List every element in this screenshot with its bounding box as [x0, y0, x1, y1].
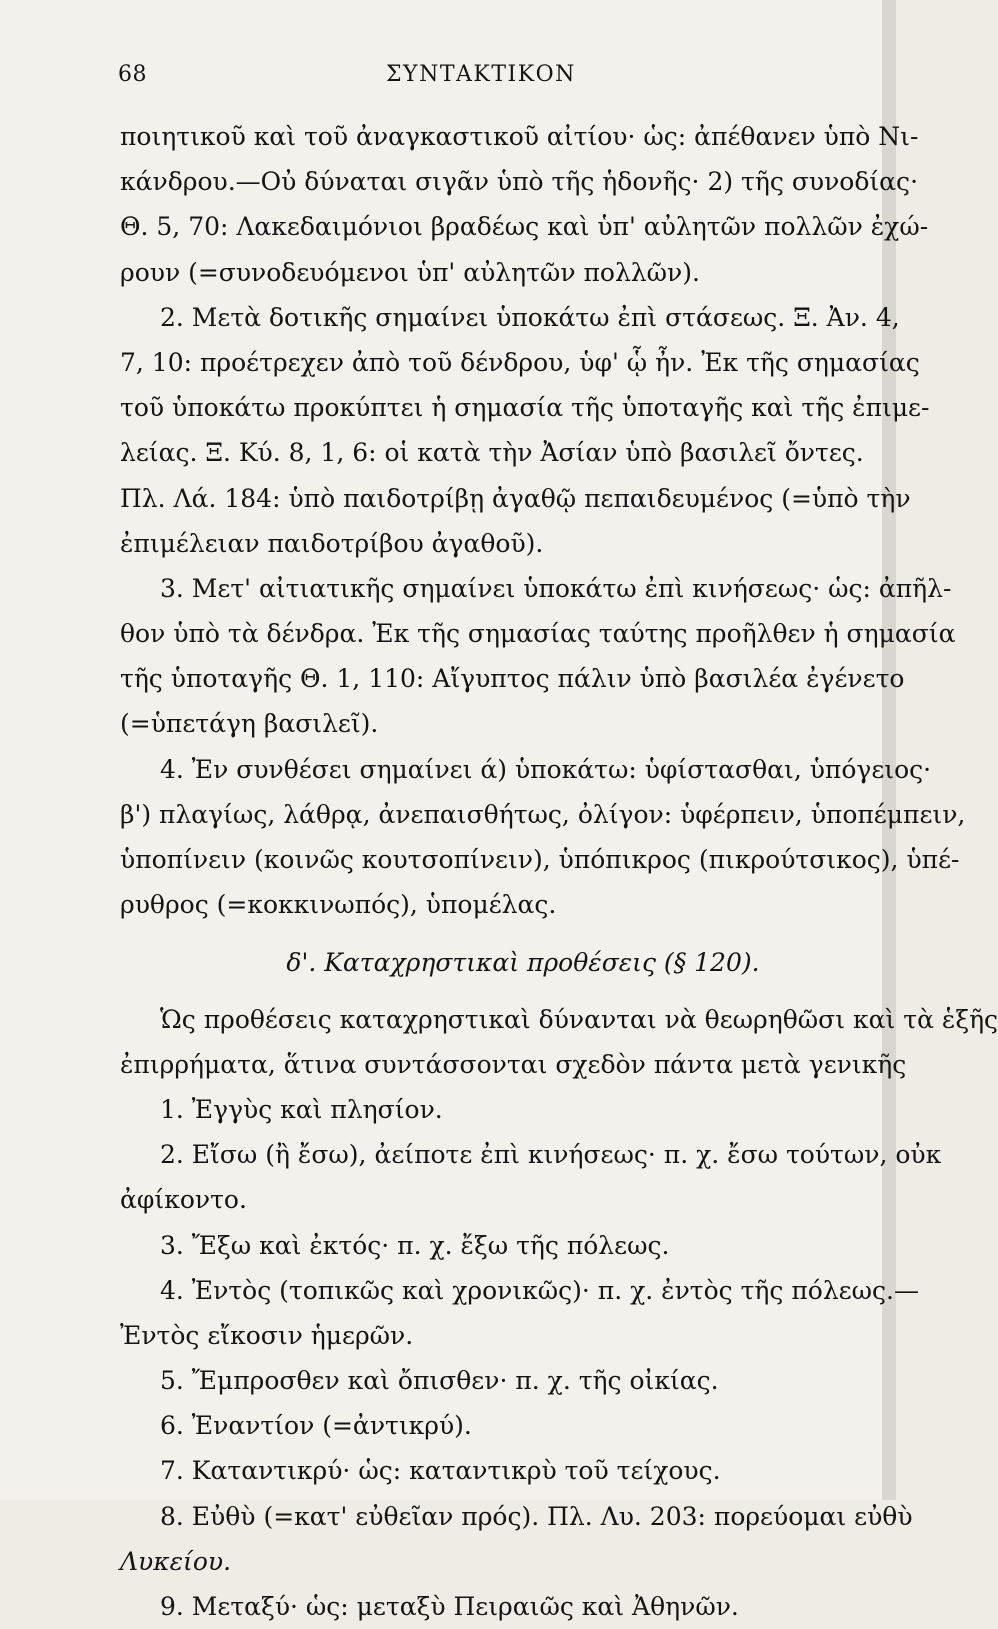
- text-line: 2. Μετὰ δοτικῆς σημαίνει ὑποκάτω ἐπὶ στάσεως. Ξ. Ἀν. 4,: [160, 302, 900, 332]
- text-line: 7, 10: προέτρεχεν ἀπὸ τοῦ δένδρου, ὑφ' ᾧ ἦν. Ἐκ τῆς σημασίας: [120, 347, 920, 377]
- text-line: 2. Εἴσω (ἢ ἔσω), ἀείποτε ἐπὶ κινήσεως· π. χ. ἔσω τούτων, οὐκ: [160, 1140, 942, 1170]
- section-heading: δ'. Καταχρηστικαὶ προθέσεις (§ 120).: [286, 948, 760, 978]
- page-header: [118, 62, 842, 92]
- text-line: 1. Ἐγγὺς καὶ πλησίον.: [160, 1094, 443, 1124]
- text-line: ἐπιρρήματα, ἅτινα συντάσσονται σχεδὸν πάντα μετὰ γενικῆς: [120, 1049, 907, 1079]
- text-line: Θ. 5, 70: Λακεδαιμόνιοι βραδέως καὶ ὑπ' αὐλητῶν πολλῶν ἐχώ-: [120, 212, 929, 242]
- text-line: 7. Καταντικρύ· ὡς: καταντικρὺ τοῦ τείχους.: [160, 1456, 721, 1486]
- text-line: ποιητικοῦ καὶ τοῦ ἀναγκαστικοῦ αἰτίου· ὡς: ἀπέθανεν ὑπὸ Νι-: [120, 122, 919, 151]
- text-line: ἐπιμέλειαν παιδοτρίβου ἀγαθοῦ).: [120, 528, 544, 558]
- text-line: 3. Μετ' αἰτιατικῆς σημαίνει ὑποκάτω ἐπὶ κινήσεως· ὡς: ἀπῆλ-: [160, 573, 952, 603]
- body-text: [120, 114, 998, 1629]
- text-line: λείας. Ξ. Κύ. 8, 1, 6: οἱ κατὰ τὴν Ἀσίαν ὑπὸ βασιλεῖ ὄντες.: [120, 438, 864, 468]
- text-line: 5. Ἔμπροσθεν καὶ ὄπισθεν· π. χ. τῆς οἰκίας.: [160, 1366, 719, 1396]
- text-line: 3. Ἔξω καὶ ἐκτός· π. χ. ἔξω τῆς πόλεως.: [160, 1230, 670, 1260]
- text-line: ρυθρος (=κοκκινωπός), ὑπομέλας.: [120, 890, 557, 920]
- text-line: τοῦ ὑποκάτω προκύπτει ἡ σημασία τῆς ὑποταγῆς καὶ τῆς ἐπιμε-: [120, 393, 930, 423]
- text-line: Ἐντὸς εἴκοσιν ἡμερῶν.: [120, 1320, 414, 1350]
- text-line: 4. Ἐν συνθέσει σημαίνει ά) ὑποκάτω: ὑφίστασθαι, ὑπόγειος·: [160, 754, 932, 784]
- text-line: β') πλαγίως, λάθρᾳ, ἀνεπαισθήτως, ὀλίγον: ὑφέρπειν, ὑποπέμπειν,: [120, 799, 966, 829]
- text-line: 6. Ἐναντίον (=ἀντικρύ).: [160, 1411, 472, 1441]
- text-line: τῆς ὑποταγῆς Θ. 1, 110: Αἴγυπτος πάλιν ὑπὸ βασιλέα ἐγένετο: [120, 664, 905, 694]
- text-line: 8. Εὐθὺ (=κατ' εὐθεῖαν πρός). Πλ. Λυ. 203: πορεύομαι εὐθὺ: [160, 1501, 913, 1531]
- text-line: 9. Μεταξύ· ὡς: μεταξὺ Πειραιῶς καὶ Ἀθηνῶν.: [160, 1592, 739, 1621]
- text-line: ρουν (=συνοδευόμενοι ὑπ' αὐλητῶν πολλῶν).: [120, 257, 700, 287]
- text-line: ἀφίκοντο.: [120, 1185, 247, 1215]
- text-line: (=ὑπετάγη βασιλεῖ).: [120, 709, 379, 739]
- text-line: Πλ. Λά. 184: ὑπὸ παιδοτρίβῃ ἀγαθῷ πεπαιδευμένος (=ὑπὸ τὴν: [120, 483, 911, 513]
- text-line: ὑποπίνειν (κοινῶς κουτσοπίνειν), ὑπόπικρος (πικρούτσικος), ὑπέ-: [120, 845, 960, 874]
- running-title: ΣΥΝΤΑΚΤΙΚΟΝ: [386, 62, 576, 87]
- text-line: 4. Ἐντὸς (τοπικῶς καὶ χρονικῶς)· π. χ. ἐντὸς τῆς πόλεως.—: [160, 1275, 919, 1305]
- text-line: κάνδρου.—Οὐ δύναται σιγᾶν ὑπὸ τῆς ἡδονῆς· 2) τῆς συνοδίας·: [120, 167, 919, 197]
- page-number: 68: [118, 62, 147, 87]
- text-line: θον ὑπὸ τὰ δένδρα. Ἐκ τῆς σημασίας ταύτης προῆλθεν ἡ σημασία: [120, 619, 956, 649]
- text-line: Λυκείου.: [120, 1546, 232, 1576]
- text-line: Ὡς προθέσεις καταχρηστικαὶ δύνανται νὰ θεωρηθῶσι καὶ τὰ ἑξῆς: [160, 1004, 998, 1034]
